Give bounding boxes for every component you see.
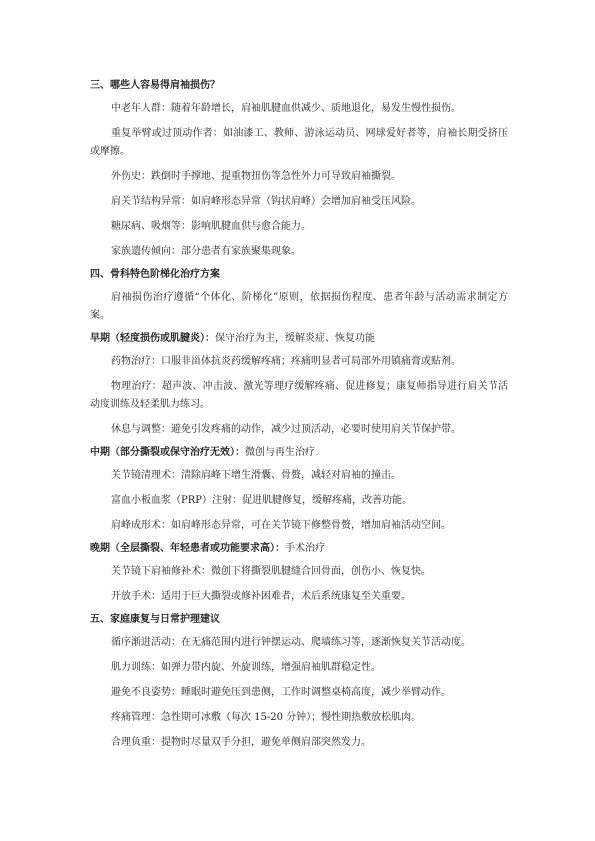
- early-stage-heading: [90, 332, 508, 346]
- early-stage-item: 物理治疗：超声波、冲击波、激光等理疗缓解疼痛、促进修复；康复师指导进行肩关节活动度训练及轻柔肌力练习。: [90, 381, 508, 410]
- late-stage-item: 关节镜下肩袖修补术：微创下将撕裂肌腱缝合回骨面，创伤小、恢复快。: [111, 566, 431, 577]
- section-3-item: 外伤史：跌倒时手撑地、提重物扭伤等急性外力可导致肩袖撕裂。: [111, 171, 401, 182]
- late-stage-desc: 手术治疗: [285, 543, 325, 554]
- late-stage-item: 开放手术：适用于巨大撕裂或修补困难者，术后系统康复至关重要。: [111, 591, 411, 602]
- section-5-item: 合理负重：提物时尽量双手分担，避免单侧肩部突然发力。: [111, 737, 371, 748]
- middle-stage-heading: [90, 446, 508, 460]
- section-3-item: 中老年人群：随着年龄增长，肩袖肌腱血供减少、质地退化，易发生慢性损伤。: [111, 103, 461, 114]
- section-3-heading: 三、哪些人容易得肩袖损伤？: [90, 80, 220, 91]
- section-4-intro: 肩袖损伤治疗遵循“个体化、阶梯化”原则，依据损伤程度、患者年龄与活动需求制定方案。: [90, 292, 508, 321]
- section-5-item: 肌力训练：如弹力带内旋、外旋训练，增强肩袖肌群稳定性。: [111, 662, 381, 673]
- middle-stage-item: 肩峰成形术：如肩峰形态异常，可在关节镜下修整骨赘，增加肩袖活动空间。: [111, 520, 451, 531]
- early-stage-item: 药物治疗：口服非甾体抗炎药缓解疼痛；疼痛明显者可局部外用镇痛膏或贴剂。: [111, 356, 461, 367]
- section-3-item: 家族遗传倾向：部分患者有家族聚集现象。: [111, 246, 301, 257]
- section-3-item: 糖尿病、吸烟等：影响肌腱血供与愈合能力。: [111, 221, 311, 232]
- early-stage-desc: 保守治疗为主，缓解炎症、恢复功能: [215, 333, 375, 344]
- section-3-item: 重复举臂或过顶动作者：如油漆工、教师、游泳运动员、网球爱好者等，肩袖长期受挤压或摩擦。: [90, 128, 508, 157]
- section-5-item: 疼痛管理：急性期可冰敷（每次 15-20 分钟）；慢性期热敷放松肌肉。: [111, 712, 422, 723]
- middle-stage-label: 中期（部分撕裂或保守治疗无效）：: [90, 447, 245, 458]
- early-stage-item: 休息与调整：避免引发疼痛的动作，减少过顶活动，必要时使用肩关节保护带。: [111, 424, 461, 435]
- section-5-item: 循序渐进活动：在无痛范围内进行钟摆运动、爬墙练习等，逐渐恢复关节活动度。: [111, 637, 471, 648]
- middle-stage-item: 富血小板血浆（PRP）注射：促进肌腱修复，缓解疼痛，改善功能。: [111, 495, 412, 506]
- section-3-item: 肩关节结构异常：如肩峰形态异常（钩状肩峰）会增加肩袖受压风险。: [111, 196, 421, 207]
- late-stage-label: 晚期（全层撕裂、年轻患者或功能要求高）：: [90, 543, 285, 554]
- late-stage-heading: [90, 542, 508, 556]
- early-stage-label: 早期（轻度损伤或肌腱炎）：: [90, 333, 215, 344]
- section-5-item: 避免不良姿势：睡眠时避免压到患侧，工作时调整桌椅高度，减少举臂动作。: [111, 687, 451, 698]
- middle-stage-desc: 微创与再生治疗: [245, 447, 315, 458]
- document-body: [90, 79, 508, 759]
- section-4-heading: 四、骨科特色阶梯化治疗方案: [90, 269, 220, 280]
- middle-stage-item: 关节镜清理术：清除肩峰下增生滑囊、骨赘，减轻对肩袖的撞击。: [111, 470, 401, 481]
- section-5-heading: 五、家庭康复与日常护理建议: [90, 614, 220, 625]
